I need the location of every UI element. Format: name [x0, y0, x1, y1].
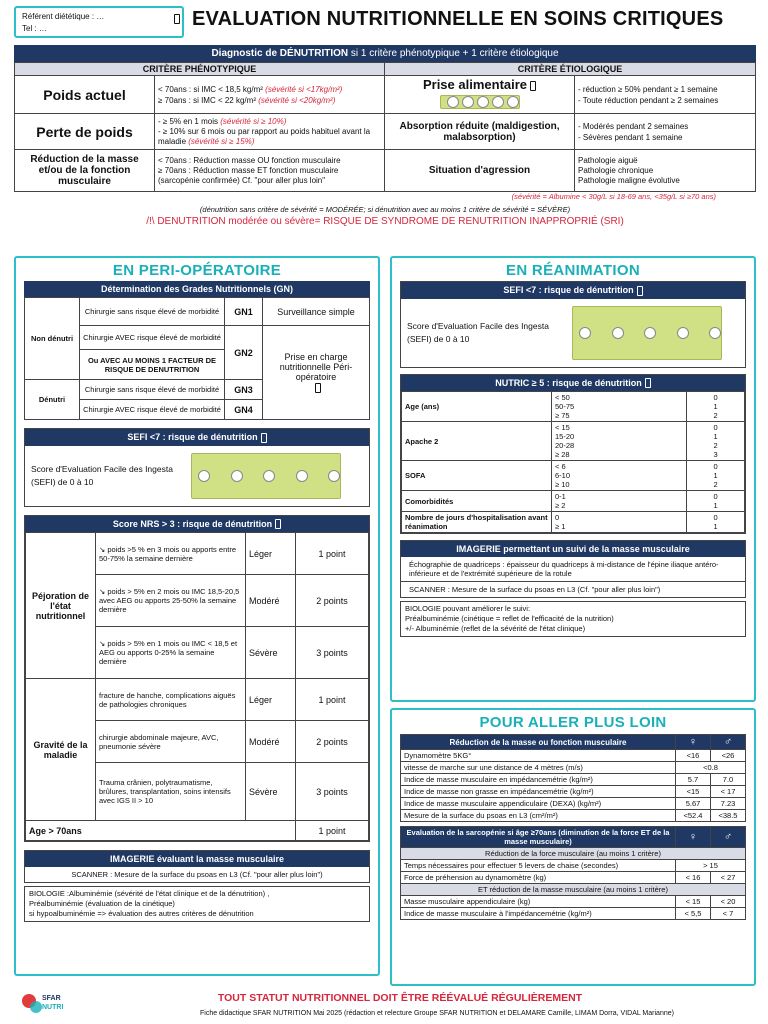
ruler-dot [447, 96, 459, 108]
diagnostic-header: Diagnostic de DÉNUTRITION si 1 critère phénotypique + 1 critère étiologique [14, 45, 756, 62]
referent-box [14, 6, 184, 38]
nutric-points: 0 1 2 3 [687, 422, 745, 461]
rea-section [390, 256, 756, 702]
criteria-row: Indice de masse non grasse en impédancemétrie (kg/m²) <15 < 17 [401, 786, 746, 798]
sefi-ruler-image [440, 95, 520, 109]
sri-warning: /!\ DENUTRITION modérée ou sévère= RISQUE DE SYNDROME DE RENUTRITION INAPPROPRIÉ (SRI) [146, 216, 624, 227]
nutric-criterion: Comorbidités [402, 491, 552, 512]
criteria-row: Indice de masse musculaire à l'impédancemétrie (kg/m²) < 5,5 < 7 [401, 908, 746, 920]
ruler-dot [462, 96, 474, 108]
rea-biologie: BIOLOGIE pouvant améliorer le suivi: Préalbuminémie (cinétique = reflet de l'efficacité de la nutrition) +/- Albuminémie (reflet de la sévérité de l'état clinique) [400, 601, 746, 637]
col-etio: CRITÈRE ÉTIOLOGIQUE [385, 63, 756, 76]
nrs-group-gravite: Gravité de la maladie [26, 679, 96, 821]
ruler-dot [644, 327, 656, 339]
nutric-points: 0 1 [687, 512, 745, 533]
non-denutri-label: Non dénutri [25, 298, 80, 380]
nrs-group-pejoration: Péjoration de l'état nutritionnel [26, 533, 96, 679]
phone-icon [645, 378, 651, 388]
nutric-row [402, 512, 745, 533]
perte-poids-label: Perte de poids [15, 114, 155, 150]
statut-warning: TOUT STATUT NUTRITIONNEL DOIT ÊTRE RÉÉVALUÉ RÉGULIÈREMENT [217, 992, 583, 1004]
phone-icon [530, 81, 536, 91]
denutri-label: Dénutri [25, 380, 80, 420]
rea-echo: Échographie de quadriceps : épaisseur du quadriceps à mi-distance de l'épine iliaque antéro-inférieure et de l'extrémité supérieure de la rotule [401, 557, 745, 582]
nutric-row [402, 422, 745, 461]
phone-icon [174, 14, 180, 24]
nutric-criterion: Nombre de jours d'hospitalisation avant réanimation [402, 512, 552, 533]
ruler-dot [263, 470, 275, 482]
ruler-dot [296, 470, 308, 482]
nrs-title: Score NRS > 3 : risque de dénutrition [112, 518, 273, 529]
ruler-dot [709, 327, 721, 339]
rea-imagerie-title: IMAGERIE permettant un suivi de la masse musculaire [401, 541, 745, 557]
nutric-row [402, 461, 745, 491]
nutric-values: 0-1 ≥ 2 [552, 491, 687, 512]
sfar-nutri-logo: SFAR NUTRI [22, 992, 66, 1020]
periop-sefi-text: Score d'Evaluation Facile des Ingesta (SEFI) de 0 à 10 [31, 463, 173, 487]
nutric-criterion: Apache 2 [402, 422, 552, 461]
ruler-dot [231, 470, 243, 482]
criteria-row: Dynamomètre 5KG° <16 <26 [401, 750, 746, 762]
page-title: EVALUATION NUTRITIONNELLE EN SOINS CRITIQUES [192, 8, 724, 30]
col-pheno: CRITÈRE PHÉNOTYPIQUE [15, 63, 385, 76]
nutric-criterion: Age (ans) [402, 392, 552, 422]
albumine-note: (sévérité = Albumine < 30g/L si 18-69 ans, <35g/L si ≥70 ans) [511, 192, 716, 201]
periop-title: EN PERI-OPÉRATOIRE [112, 262, 282, 279]
ruler-dot [477, 96, 489, 108]
ruler-dot [492, 96, 504, 108]
rea-sefi-title: SEFI <7 : risque de dénutrition [503, 285, 634, 295]
nutric-points: 0 1 2 [687, 461, 745, 491]
diagnostic-table: Diagnostic de DÉNUTRITION si 1 critère phénotypique + 1 critère étiologique CRITÈRE PHÉNOTYPIQUE CRITÈRE ÉTIOLOGIQUE Poids actuel < 70ans : si IMC < 18,5 kg/m² (sévérité si <17kg/m²) ≥ 70ans : si IMC < 22 kg/m² (sévérité si <20kg/m²) Prise alimentaire - réduction ≥ 50% pendant ≥ 1 semaine - Toute réduction pendant ≥ 2 semaines Perte de poids - ≥ 5% en 1 mois (sévérité si ≥ 10%) - ≥ 10% sur 6 mois ou par rapport au poids habituel avant la maladie (sévérité si ≥ 15%) Absorption réduite (maldigestion, malabsorption) - Modérés pendant 2 semaines - Sévères pendant 1 semaine Réduction de la masse et/ou de la fonction musculaire < 70ans : Réduction masse OU fonction musculaire ≥ 70ans : Réduction masse ET fonction musculaire (sarcopénie confirmée) Cf. "pour aller plus loin" Situation d'agression Pathologie aiguë Pathologie chronique Pathologie maligne évolutive (sévérité = Albumine < 30g/L si 18-69 ans, <35g/L si ≥70 ans) (dénutrition sans critère de sévérité = MODÉRÉE; si dénutrition avec au moins 1 critère de sévérité = SÉVÈRE) /!\ DENUTRITION modérée ou sévère= RISQUE DE SYNDROME DE RENUTRITION INAPPROPRIÉ (SRI) [14, 45, 756, 227]
rea-sefi-text: Score d'Evaluation Facile des Ingesta (SEFI) de 0 à 10 [407, 320, 549, 344]
ruler-dot [198, 470, 210, 482]
nutric-title: NUTRIC ≥ 5 : risque de dénutrition [495, 377, 642, 388]
nutric-values: < 6 6-10 ≥ 10 [552, 461, 687, 491]
phone-icon [275, 519, 281, 529]
periop-scanner: SCANNER : Mesure de la surface du psoas en L3 (Cf. "pour aller plus loin") [71, 870, 323, 880]
poids-actuel-label: Poids actuel [15, 76, 155, 114]
phone-icon [637, 286, 643, 296]
phone-icon [261, 433, 267, 443]
nutric-row [402, 392, 745, 422]
phone-icon [315, 383, 321, 393]
periop-sefi-title: SEFI <7 : risque de dénutrition [127, 432, 258, 442]
criteria-row: Temps nécessaires pour effectuer 5 levers de chaise (secondes) > 15 [401, 860, 746, 872]
criteria-row: Indice de masse musculaire appendiculaire (DEXA) (kg/m²) 5.67 7.23 [401, 798, 746, 810]
ruler-dot [507, 96, 519, 108]
nutric-table [401, 391, 745, 533]
ruler-dot [677, 327, 689, 339]
referent-label: Référent diététique : … [22, 12, 105, 21]
nutric-points: 0 1 2 [687, 392, 745, 422]
ruler-dot [579, 327, 591, 339]
nutric-values: < 50 50-75 ≥ 75 [552, 392, 687, 422]
periop-biologie: BIOLOGIE :Albuminémie (sévérité de l'état clinique et de la dénutrition) , Préalbuminémie (évaluation de la cinétique) si hypoalbuminémie => évaluation des autres critères de dénutrition [24, 886, 370, 922]
criteria-row: Mesure de la surface du psoas en L3 (cm²/m²) <52.4 <38.5 [401, 810, 746, 822]
nutric-row [402, 491, 745, 512]
rea-scanner: SCANNER : Mesure de la surface du psoas en L3 (Cf. "pour aller plus loin") [409, 585, 661, 595]
periop-section: EN PERI-OPÉRATOIRE Détermination des Grades Nutritionnels (GN) Non dénutri Chirurgie sans risque élevé de morbidité GN1 Surveillance simple Chirurgie AVEC risque élevé de morbidité GN2 Prise en charge nutritionnelle Péri-opératoire Ou AVEC AU MOINS 1 FACTEUR DE RISQUE DE DENUTRITION Dénutri Chirurgie sans risque élevé de morbidité GN3 Chirurgie AVEC risque élevé de morbidité GN4 SEFI <7 : risque de dénutrition Score d'Evaluation Facile des Ingesta (SEFI) de 0 à 10 Score NRS > 3 : risque de dénutrition Péjoration de l'état nutritionnel ↘ poids >5 % en 3 mois ou apports entre 50-75% la semaine dernière Léger 1 point ↘ poids > 5% en 2 mois ou IMC 18,5-20,5 avec AEG ou apports 25-50% la semaine dernière Modéré 2 points ↘ poids > 5% en 1 mois ou IMC < 18,5 et AEG ou apports 0-25% la semaine dernière Sévère 3 points Gravité de la maladie fracture de hanche, complications aiguës de pathologies chroniques Léger 1 point chirurgie abdominale majeure, AVC, pneumonie sévère Modéré 2 points Trauma crânien, polytraumatisme, brûlures, transplantation, soins intensifs avec IGS II > 10 Sévère 3 points Age > 70ans 1 point IMAGERIE évaluant la masse musculaire SCANNER : Mesure de la surface du psoas en L3 (Cf. "pour aller plus loin") BIOLOGIE :Albuminémie (sévérité de l'état clinique et de la dénutrition) , Préalbuminémie (évaluation de la cinétique) si hypoalbuminémie => évaluation des autres critères de dénutrition [14, 256, 380, 976]
nutric-points: 0 1 [687, 491, 745, 512]
credit-line: Fiche didactique SFAR NUTRITION Mai 2025 (rédaction et relecture Groupe SFAR NUTRITION et DELAMARE Camille, LIMAM Dorra, VIDAL Marianne) [200, 1010, 674, 1017]
ruler-dot [612, 327, 624, 339]
denutrition-footnote: (dénutrition sans critère de sévérité = MODÉRÉE; si dénutrition avec au moins 1 critère de sévérité = SÉVÈRE) [199, 205, 571, 214]
nutric-values: 0 ≥ 1 [552, 512, 687, 533]
nutric-criterion: SOFA [402, 461, 552, 491]
loin-title: POUR ALLER PLUS LOIN [479, 714, 667, 731]
reduction-masse-label: Réduction de la masse et/ou de la fonction musculaire [15, 150, 155, 192]
periop-imagerie-title: IMAGERIE évaluant la masse musculaire [25, 851, 369, 867]
criteria-row: vitesse de marche sur une distance de 4 mètres (m/s) <0.8 [401, 762, 746, 774]
ruler-dot [328, 470, 340, 482]
sarcopenia-table: Evaluation de la sarcopénie si âge ≥70ans (diminution de la force ET de la masse musculaire) ♀ ♂ Réduction de la force musculaire (au moins 1 critère) Temps nécessaires pour effectuer 5 levers de chaise (secondes) > 15 Force de préhension au dynamomètre (kg) < 16 < 27 ET réduction de la masse musculaire (au moins 1 critère) Masse musculaire appendiculaire (kg) < 15 < 20 Indice de masse musculaire à l'impédancemétrie (kg/m²) < 5,5 < 7 [400, 826, 746, 920]
criteria-row: Masse musculaire appendiculaire (kg) < 15 < 20 [401, 896, 746, 908]
sefi-ruler-image [191, 453, 341, 499]
muscle-table: Réduction de la masse ou fonction musculaire ♀ ♂ Dynamomètre 5KG° <16 <26 vitesse de marche sur une distance de 4 mètres (m/s) <0.8 Indice de masse musculaire en impédancemétrie (kg/m²) 5.7 7.0 Indice de masse non grasse en impédancemétrie (kg/m²) <15 < 17 Indice de masse musculaire appendiculaire (DEXA) (kg/m²) 5.67 7.23 Mesure de la surface du psoas en L3 (cm²/m²) <52.4 <38.5 [400, 734, 746, 822]
rea-title: EN RÉANIMATION [506, 262, 640, 279]
criteria-row: Force de préhension au dynamomètre (kg) < 16 < 27 [401, 872, 746, 884]
nutric-values: < 15 15-20 20-28 ≥ 28 [552, 422, 687, 461]
criteria-row: Indice de masse musculaire en impédancemétrie (kg/m²) 5.7 7.0 [401, 774, 746, 786]
gn-title: Détermination des Grades Nutritionnels (GN) [24, 281, 370, 297]
loin-section [390, 708, 756, 986]
tel-label: Tel : … [22, 24, 47, 33]
sefi-ruler-image [572, 306, 722, 360]
age-label: Age > 70ans [26, 821, 296, 841]
